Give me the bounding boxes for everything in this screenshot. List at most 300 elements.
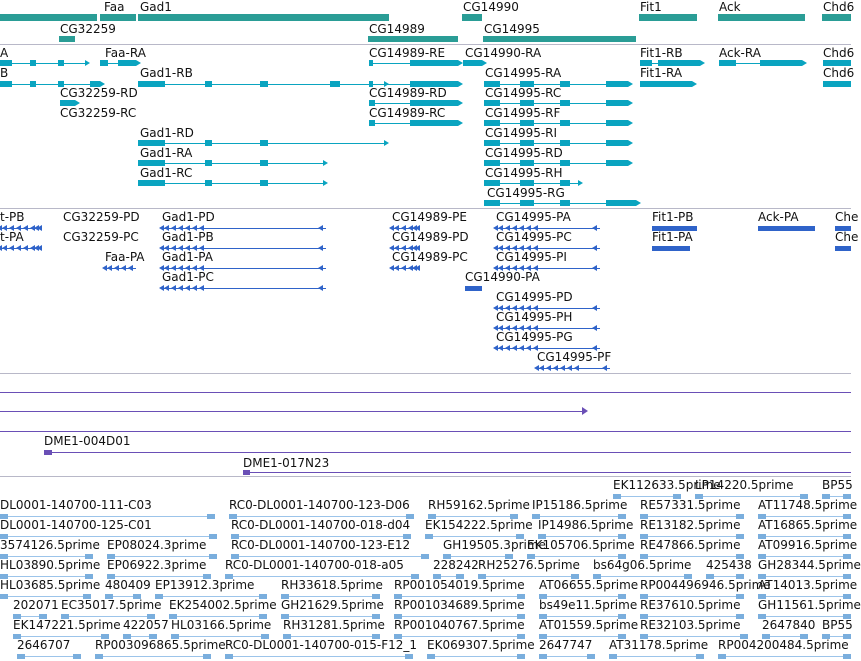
est-feature-line	[640, 636, 748, 637]
protein-label-gad1-pa[interactable]: Gad1-PA	[162, 250, 213, 264]
protein-label-faa-pa[interactable]: Faa-PA	[105, 250, 145, 264]
transcript-label-ack-ra[interactable]: Ack-RA	[719, 46, 761, 60]
est-label[interactable]: EK154222.5prime	[425, 518, 533, 532]
transcript-gad1-rc-exon[interactable]	[260, 180, 268, 186]
protein-gad1-pa-end-chevron	[318, 265, 323, 271]
gene-label-ack[interactable]: Ack	[719, 0, 741, 14]
clone-label-dme1-004d01[interactable]: DME1-004D01	[44, 434, 131, 448]
est-feature-line	[225, 656, 413, 657]
gene-gad1[interactable]	[138, 14, 389, 21]
est-label[interactable]: RC0-DL0001-140700-018-d04	[231, 518, 411, 532]
transcript-gad1-rc-intron	[138, 183, 323, 184]
transcript-label-cg32259-rd[interactable]: CG32259-RD	[60, 86, 138, 100]
protein-label-cg32259-pd[interactable]: CG32259-PD	[63, 210, 140, 224]
gene-left-edge[interactable]	[0, 14, 97, 21]
transcript-gad1-rd-strand-arrow	[384, 140, 389, 146]
transcript-fit1-ra-strand-arrow	[692, 81, 697, 87]
transcript-b-intron	[0, 84, 100, 85]
protein-gad1-pc-chevron	[185, 285, 190, 291]
transcript-label-faa-ra[interactable]: Faa-RA	[105, 46, 146, 60]
transcript-cg14989-rd-strand-arrow	[458, 100, 463, 106]
est-label[interactable]: AT31178.5prime	[609, 638, 709, 652]
est-feature-tick[interactable]	[225, 654, 233, 659]
est-feature-tick[interactable]	[427, 654, 435, 659]
protein-label-cg14989-pe[interactable]: CG14989-PE	[392, 210, 467, 224]
est-label[interactable]: AT11748.5prime	[758, 498, 858, 512]
clone-dme1-017n23[interactable]	[243, 470, 250, 475]
transcript-label-gad1-rb[interactable]: Gad1-RB	[140, 66, 193, 80]
est-label[interactable]: bs64g06.5prime	[593, 558, 692, 572]
est-label[interactable]: BP55	[822, 618, 853, 632]
protein-cg14995-pg-chevron	[498, 345, 503, 351]
transcript-b-exon[interactable]	[0, 81, 12, 87]
transcript-cg14989-re-exon[interactable]	[369, 60, 373, 66]
est-feature-line	[758, 536, 851, 537]
est-label[interactable]: EK105706.5prime	[527, 538, 635, 552]
transcript-cg14995-rc-exon[interactable]	[560, 100, 570, 106]
est-label[interactable]: RC0-DL0001-140700-018-a05	[225, 558, 404, 572]
gene-faa[interactable]	[100, 14, 136, 21]
protein-cg14995-pg-chevron	[505, 345, 510, 351]
protein-label-t-pa[interactable]: t-PA	[0, 230, 24, 244]
protein-cg14995-pg-arrow	[493, 345, 498, 351]
gene-cg14990[interactable]	[462, 14, 482, 21]
est-label[interactable]: RE32103.5prime	[640, 618, 741, 632]
est-feature-tick[interactable]	[73, 654, 81, 659]
est-feature-line	[229, 516, 414, 517]
protein-gad1-pc-arrow	[159, 285, 164, 291]
est-label[interactable]: AT09916.5prime	[758, 538, 858, 552]
transcript-ack-ra-exon[interactable]	[719, 60, 736, 66]
est-feature-line	[231, 556, 429, 557]
est-label[interactable]: BP55	[822, 478, 853, 492]
clone-line-3	[0, 431, 851, 432]
transcript-cg14995-ri-strand-arrow	[628, 140, 633, 146]
gene-label-cg14995[interactable]: CG14995	[484, 22, 540, 36]
transcript-label-b[interactable]: B	[0, 66, 9, 80]
transcript-label-cg14989-re[interactable]: CG14989-RE	[369, 46, 446, 60]
gene-label-cg32259[interactable]: CG32259	[60, 22, 116, 36]
transcript-cg14995-rg-exon[interactable]	[560, 200, 570, 206]
transcript-b-exon[interactable]	[30, 81, 36, 87]
est-feature-line	[394, 596, 525, 597]
gene-label-chd6[interactable]: Chd6	[823, 0, 855, 14]
transcript-label-gad1-rc[interactable]: Gad1-RC	[140, 166, 193, 180]
est-label[interactable]: RP001054019.5prime	[394, 578, 525, 592]
track-divider	[0, 44, 851, 45]
est-label[interactable]: DL0001-140700-125-C01	[0, 518, 152, 532]
transcript-label-cg14990-ra[interactable]: CG14990-RA	[465, 46, 542, 60]
transcript-fit1-ra-exon[interactable]	[640, 81, 692, 87]
transcript-a-exon[interactable]	[30, 60, 36, 66]
transcript-cg14989-rc-exon[interactable]	[369, 120, 375, 126]
clone-label-dme1-017n23[interactable]: DME1-017N23	[243, 456, 330, 470]
transcript-gad1-rb-exon[interactable]	[330, 81, 340, 87]
clone-dme1-004d01[interactable]	[44, 450, 52, 455]
transcript-label-cg14995-rd[interactable]: CG14995-RD	[485, 146, 563, 160]
est-feature-line	[640, 596, 744, 597]
protein-label-che-2[interactable]: Che	[835, 230, 859, 244]
est-label[interactable]: GH19505.3prime	[443, 538, 546, 552]
transcript-gad1-rd-exon[interactable]	[205, 140, 212, 146]
est-label[interactable]: 425438	[706, 558, 752, 572]
protein-label-cg14995-pa[interactable]: CG14995-PA	[496, 210, 571, 224]
est-label[interactable]: GH11561.5prime	[758, 598, 861, 612]
gene-cg32259[interactable]	[59, 36, 75, 42]
protein-faa-pa-chevron	[107, 265, 112, 271]
est-label[interactable]: 202071	[13, 598, 59, 612]
gene-ack[interactable]	[718, 14, 805, 21]
transcript-chd6-2[interactable]	[823, 81, 851, 87]
protein-t-pa-chevron	[16, 245, 21, 251]
est-feature-line	[171, 636, 269, 637]
est-label[interactable]: RH25276.5prime	[478, 558, 580, 572]
est-label[interactable]: 228242	[433, 558, 479, 572]
protein-cg14989-pc-end-chevron	[412, 265, 417, 271]
protein-t-pa-end-chevron	[34, 245, 39, 251]
transcript-label-chd6-2[interactable]: Chd6	[823, 66, 855, 80]
gene-cg14995[interactable]	[483, 36, 636, 42]
gene-chd6[interactable]	[822, 14, 851, 21]
protein-label-cg14995-pg[interactable]: CG14995-PG	[496, 330, 573, 344]
est-feature-line	[538, 536, 626, 537]
est-feature-line	[758, 556, 851, 557]
est-label[interactable]: RC0-DL0001-140700-123-D06	[229, 498, 410, 512]
est-label[interactable]: RH31281.5prime	[283, 618, 385, 632]
transcript-cg14995-rg-exon[interactable]	[484, 200, 500, 206]
est-feature-line	[640, 536, 744, 537]
est-label[interactable]: 480409	[105, 578, 151, 592]
protein-label-cg14990-pa[interactable]: CG14990-PA	[465, 270, 540, 284]
est-label[interactable]: AT16865.5prime	[758, 518, 858, 532]
est-feature-line	[425, 536, 524, 537]
protein-cg14995-pi-end-chevron	[592, 265, 597, 271]
est-label[interactable]: RP004496946.5prime	[640, 578, 771, 592]
est-label[interactable]: DL0001-140700-111-C03	[0, 498, 152, 512]
transcript-gad1-rc-exon[interactable]	[205, 180, 212, 186]
protein-gad1-pc-chevron	[171, 285, 176, 291]
est-feature-line	[532, 516, 626, 517]
protein-gad1-pc-chevron	[192, 285, 197, 291]
est-label[interactable]: LP14220.5prime	[695, 478, 794, 492]
transcript-cg14995-ra-strand-arrow	[628, 81, 633, 87]
est-feature-line	[0, 516, 215, 517]
transcript-a-intron	[0, 63, 85, 64]
protein-cg14995-pa-end-chevron	[592, 225, 597, 231]
est-label[interactable]: IP14986.5prime	[538, 518, 634, 532]
est-label[interactable]: 2647840	[762, 618, 816, 632]
protein-t-pa-chevron	[2, 245, 7, 251]
protein-cg14989-pc-arrow	[389, 265, 394, 271]
protein-t-pa-chevron	[23, 245, 28, 251]
est-label[interactable]: RH33618.5prime	[281, 578, 383, 592]
protein-label-ack-pa[interactable]: Ack-PA	[758, 210, 799, 224]
protein-label-cg14995-ph[interactable]: CG14995-PH	[496, 310, 573, 324]
protein-t-pa-arrow	[0, 245, 2, 251]
est-label[interactable]: RE37610.5prime	[640, 598, 741, 612]
transcript-gad1-rb-exon[interactable]	[205, 81, 212, 87]
est-feature-tick[interactable]	[209, 534, 217, 539]
transcript-label-fit1-ra[interactable]: Fit1-RA	[640, 66, 683, 80]
transcript-cg14990-ra-exon[interactable]	[463, 60, 482, 66]
transcript-a-exon[interactable]	[58, 60, 64, 66]
est-feature-tick[interactable]	[517, 654, 525, 659]
transcript-label-cg14995-rg[interactable]: CG14995-RG	[487, 186, 565, 200]
est-feature-line	[758, 596, 851, 597]
est-label[interactable]: 3574126.5prime	[0, 538, 100, 552]
transcript-label-cg14995-rc[interactable]: CG14995-RC	[485, 86, 562, 100]
protein-cg14989-pc-chevron	[401, 265, 406, 271]
est-label[interactable]: EK254002.5prime	[169, 598, 277, 612]
est-label[interactable]: EK147221.5prime	[13, 618, 121, 632]
est-feature-tick[interactable]	[209, 554, 217, 559]
est-label[interactable]: HL03890.5prime	[0, 558, 101, 572]
protein-t-pb-end-chevron	[34, 225, 39, 231]
est-feature-tick[interactable]	[0, 594, 8, 599]
est-label[interactable]: EP06922.3prime	[107, 558, 207, 572]
transcript-cg14989-re-exon[interactable]	[410, 60, 458, 66]
est-label[interactable]: AT06655.5prime	[539, 578, 639, 592]
est-feature-line	[169, 616, 267, 617]
gene-label-gad1[interactable]: Gad1	[140, 0, 172, 14]
est-feature-line	[718, 656, 851, 657]
est-label[interactable]: RP001034689.5prime	[394, 598, 525, 612]
est-label[interactable]: EC35017.5prime	[61, 598, 162, 612]
protein-cg14989-pc-chevron	[394, 265, 399, 271]
est-feature-tick[interactable]	[539, 654, 547, 659]
est-feature-line	[613, 496, 681, 497]
est-feature-line	[427, 656, 525, 657]
protein-cg14995-pg-chevron	[512, 345, 517, 351]
transcript-label-cg14995-ra[interactable]: CG14995-RA	[485, 66, 562, 80]
est-label[interactable]: 422057	[123, 618, 169, 632]
transcript-cg14995-rd-exon[interactable]	[606, 160, 628, 166]
transcript-fit1-rb-strand-arrow	[700, 60, 705, 66]
transcript-label-cg14995-rf[interactable]: CG14995-RF	[485, 106, 561, 120]
transcript-gad1-ra-strand-arrow	[323, 160, 328, 166]
est-label[interactable]: RE13182.5prime	[640, 518, 741, 532]
est-feature-line	[758, 576, 851, 577]
transcript-cg14995-ra-exon[interactable]	[606, 81, 628, 87]
protein-t-pa-chevron	[9, 245, 14, 251]
est-label[interactable]: HL03166.5prime	[171, 618, 272, 632]
est-label[interactable]: RP004200484.5prime	[718, 638, 849, 652]
est-label[interactable]: EK069307.5prime	[427, 638, 535, 652]
est-feature-line	[0, 556, 93, 557]
transcript-gad1-ra-exon[interactable]	[260, 160, 268, 166]
protein-cg14995-ph-end-chevron	[592, 325, 597, 331]
est-feature-tick[interactable]	[421, 554, 429, 559]
protein-label-cg14995-pd[interactable]: CG14995-PD	[496, 290, 573, 304]
clone-dme1-017n23-line	[243, 472, 851, 473]
est-feature-tick[interactable]	[609, 654, 617, 659]
protein-label-cg32259-pc[interactable]: CG32259-PC	[63, 230, 139, 244]
track-divider	[0, 208, 851, 209]
protein-label-gad1-pb[interactable]: Gad1-PB	[162, 230, 214, 244]
est-feature-line	[758, 516, 851, 517]
transcript-gad1-ra-intron	[138, 163, 323, 164]
transcript-label-cg14995-rh[interactable]: CG14995-RH	[485, 166, 563, 180]
est-feature-line	[107, 556, 217, 557]
est-label[interactable]: EP13912.3prime	[155, 578, 255, 592]
transcript-a-strand-arrow	[85, 60, 90, 66]
est-label[interactable]: HL03685.5prime	[0, 578, 101, 592]
est-feature-line	[609, 656, 704, 657]
protein-label-cg14995-pf[interactable]: CG14995-PF	[537, 350, 612, 364]
est-feature-tick[interactable]	[95, 654, 103, 659]
protein-label-t-pb[interactable]: t-PB	[0, 210, 25, 224]
protein-ack-pa[interactable]	[758, 226, 815, 231]
est-label[interactable]: RE57331.5prime	[640, 498, 741, 512]
transcript-ack-ra-exon[interactable]	[760, 60, 802, 66]
est-feature-line	[758, 616, 851, 617]
est-feature-tick[interactable]	[425, 534, 433, 539]
transcript-cg14995-rd-strand-arrow	[628, 160, 633, 166]
protein-che-2[interactable]	[835, 246, 851, 251]
clone-line-2-end	[582, 407, 588, 415]
est-feature-tick[interactable]	[207, 514, 215, 519]
transcript-cg14995-rc-exon[interactable]	[606, 100, 628, 106]
est-feature-line	[539, 636, 626, 637]
est-feature-line	[13, 636, 109, 637]
track-divider	[0, 476, 851, 477]
est-feature-line	[640, 616, 744, 617]
transcript-gad1-rb-exon[interactable]	[260, 81, 268, 87]
est-label[interactable]: RC0-DL0001-140700-123-E12	[231, 538, 411, 552]
est-feature-line	[225, 576, 419, 577]
protein-cg14995-pg-chevron	[526, 345, 531, 351]
transcript-cg14995-ra-exon[interactable]	[560, 81, 570, 87]
transcript-label-gad1-ra[interactable]: Gad1-RA	[140, 146, 193, 160]
protein-cg14990-pa[interactable]	[465, 286, 482, 291]
transcript-cg14995-rf-exon[interactable]	[606, 120, 628, 126]
transcript-cg14989-rc-strand-arrow	[458, 120, 463, 126]
est-feature-line	[539, 596, 626, 597]
protein-fit1-pa[interactable]	[652, 246, 690, 251]
est-feature-line	[283, 636, 380, 637]
protein-gad1-pc-end-chevron	[318, 285, 323, 291]
protein-gad1-pc-chevron	[178, 285, 183, 291]
transcript-cg14995-ri-exon[interactable]	[606, 140, 628, 146]
est-feature-tick[interactable]	[587, 654, 595, 659]
protein-gad1-pd-end-chevron	[318, 225, 323, 231]
transcript-faa-ra-exon[interactable]	[100, 60, 108, 66]
est-feature-line	[478, 576, 579, 577]
transcript-label-cg14989-rc[interactable]: CG14989-RC	[369, 106, 446, 120]
est-label[interactable]: GH21629.5prime	[281, 598, 384, 612]
est-feature-line	[61, 616, 155, 617]
est-feature-tick[interactable]	[718, 654, 726, 659]
clone-line-2	[0, 411, 585, 412]
protein-cg14995-pf-chevron	[546, 365, 551, 371]
est-label[interactable]: RP003096865.5prime	[95, 638, 226, 652]
transcript-ack-ra-strand-arrow	[802, 60, 807, 66]
protein-cg14995-pf-end-chevron	[602, 365, 607, 371]
protein-faa-pa-chevron	[121, 265, 126, 271]
protein-label-cg14995-pc[interactable]: CG14995-PC	[496, 230, 572, 244]
est-label[interactable]: 2647747	[539, 638, 593, 652]
est-label[interactable]: RP001040767.5prime	[394, 618, 525, 632]
est-feature-line	[394, 636, 525, 637]
protein-label-fit1-pa[interactable]: Fit1-PA	[652, 230, 693, 244]
est-label[interactable]: bs49e11.5prime	[539, 598, 638, 612]
est-feature-tick[interactable]	[203, 654, 211, 659]
clone-line-1	[0, 392, 851, 393]
protein-label-fit1-pb[interactable]: Fit1-PB	[652, 210, 694, 224]
transcript-cg14995-rf-strand-arrow	[628, 120, 633, 126]
protein-label-cg14989-pd[interactable]: CG14989-PD	[392, 230, 469, 244]
gene-label-faa[interactable]: Faa	[104, 0, 125, 14]
gene-fit1[interactable]	[639, 14, 697, 21]
transcript-label-cg14989-rd[interactable]: CG14989-RD	[369, 86, 447, 100]
transcript-label-gad1-rd[interactable]: Gad1-RD	[140, 126, 194, 140]
est-label[interactable]: 2646707	[17, 638, 71, 652]
transcript-gad1-rc-exon[interactable]	[138, 180, 165, 186]
est-feature-line	[0, 536, 217, 537]
transcript-label-cg32259-rc[interactable]: CG32259-RC	[60, 106, 137, 120]
transcript-cg14995-rg-exon[interactable]	[606, 200, 636, 206]
protein-label-che-1[interactable]: Che	[835, 210, 859, 224]
protein-label-cg14989-pc[interactable]: CG14989-PC	[392, 250, 468, 264]
gene-cg14989[interactable]	[368, 36, 458, 42]
est-label[interactable]: AT14013.5prime	[758, 578, 858, 592]
transcript-label-fit1-rb[interactable]: Fit1-RB	[640, 46, 683, 60]
est-feature-line	[527, 556, 626, 557]
transcript-cg14989-rc-exon[interactable]	[410, 120, 458, 126]
transcript-gad1-rc-strand-arrow	[323, 180, 328, 186]
est-label[interactable]: GH28344.5prime	[758, 558, 861, 572]
est-feature-tick[interactable]	[405, 654, 413, 659]
transcript-gad1-ra-exon[interactable]	[205, 160, 212, 166]
est-label[interactable]: RE47866.5prime	[640, 538, 741, 552]
transcript-gad1-rb-exon[interactable]	[138, 81, 165, 87]
est-feature-line	[281, 596, 380, 597]
est-label[interactable]: RC0-DL0001-140700-015-F12_1	[225, 638, 418, 652]
est-feature-tick[interactable]	[843, 654, 851, 659]
transcript-label-chd6-1[interactable]: Chd6	[823, 46, 855, 60]
gene-label-cg14990[interactable]: CG14990	[463, 0, 519, 14]
protein-gad1-pb-end-chevron	[318, 245, 323, 251]
est-label[interactable]: AT01559.5prime	[539, 618, 639, 632]
protein-gad1-pc-chevron	[199, 285, 204, 291]
protein-cg14995-pf-chevron	[567, 365, 572, 371]
est-feature-line	[443, 556, 513, 557]
protein-label-gad1-pc[interactable]: Gad1-PC	[162, 270, 214, 284]
transcript-label-a[interactable]: A	[0, 46, 9, 60]
est-feature-line	[394, 616, 525, 617]
transcript-cg14995-rg-exon[interactable]	[520, 200, 534, 206]
protein-cg14995-pf-chevron	[574, 365, 579, 371]
est-label[interactable]: RH59162.5prime	[428, 498, 530, 512]
est-label[interactable]: IP15186.5prime	[532, 498, 628, 512]
est-label[interactable]: EP08024.3prime	[107, 538, 207, 552]
est-label[interactable]: EK112633.5prime	[613, 478, 721, 492]
transcript-gad1-rd-exon[interactable]	[260, 140, 268, 146]
est-feature-line	[593, 576, 692, 577]
transcript-label-cg14995-ri[interactable]: CG14995-RI	[485, 126, 558, 140]
est-feature-tick[interactable]	[17, 654, 25, 659]
est-feature-line	[428, 516, 518, 517]
gene-label-fit1[interactable]: Fit1	[640, 0, 662, 14]
transcript-faa-ra-exon[interactable]	[118, 60, 136, 66]
protein-label-gad1-pd[interactable]: Gad1-PD	[162, 210, 215, 224]
protein-label-cg14995-pi[interactable]: CG14995-PI	[496, 250, 567, 264]
gene-label-cg14989[interactable]: CG14989	[369, 22, 425, 36]
est-feature-line	[95, 656, 211, 657]
transcript-cg14995-rf-exon[interactable]	[560, 120, 570, 126]
clone-dme1-004d01-line	[44, 452, 851, 453]
est-feature-tick[interactable]	[696, 654, 704, 659]
